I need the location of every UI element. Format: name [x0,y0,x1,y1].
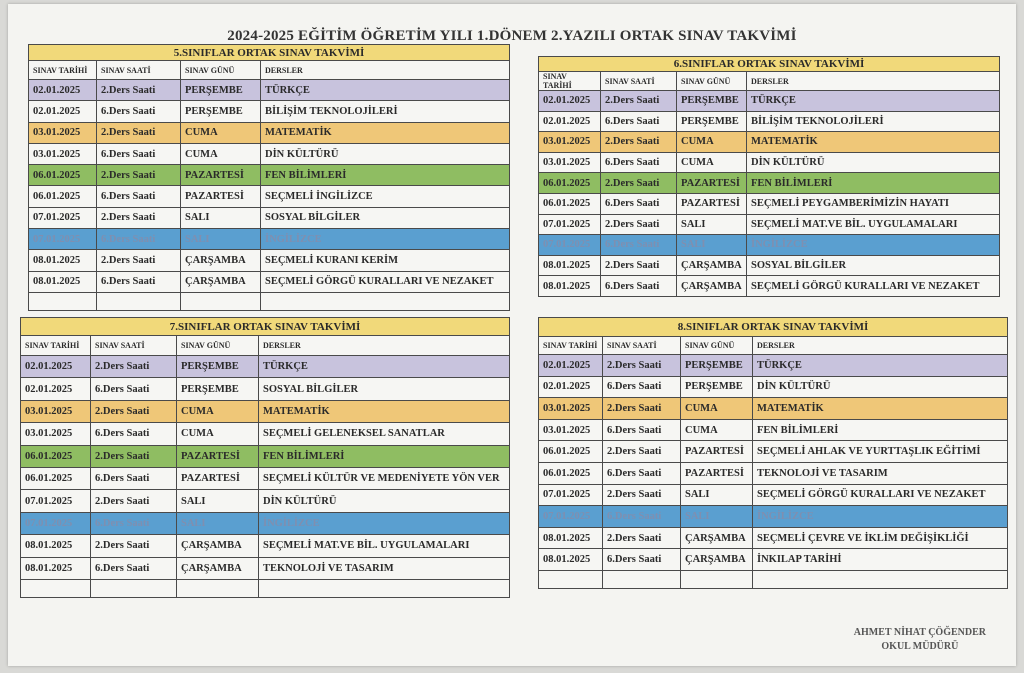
column-header-row [21,336,510,356]
date-cell: 06.01.2025 [539,193,601,214]
table-row [539,91,1000,112]
date-cell: 07.01.2025 [539,506,603,528]
subject-cell: BİLİŞİM TEKNOLOJİLERİ [261,101,510,122]
subject-cell: FEN BİLİMLERİ [261,165,510,186]
date-cell: 03.01.2025 [539,419,603,441]
table-grade-7 [20,317,510,598]
date-cell: 02.01.2025 [21,356,91,378]
table-title-row [539,318,1008,337]
day-cell: ÇARŞAMBA [681,549,753,571]
table-row [29,207,510,228]
day-cell: ÇARŞAMBA [181,250,261,271]
date-cell: 06.01.2025 [29,186,97,207]
date-cell: 07.01.2025 [539,235,601,256]
day-cell: SALI [177,490,259,512]
table-row [29,143,510,164]
signature-block [854,626,986,654]
subject-column-header: DERSLER [747,72,1000,91]
time-cell: 2.Ders Saati [603,398,681,420]
empty-row [21,579,510,597]
empty-row [539,570,1008,588]
date-cell: 07.01.2025 [539,484,603,506]
subject-column-header: DERSLER [753,337,1008,355]
date-column-header: SINAV TARİHİ [29,61,97,80]
time-cell: 6.Ders Saati [601,235,677,256]
time-cell: 2.Ders Saati [603,527,681,549]
time-cell: 2.Ders Saati [601,255,677,276]
time-cell: 2.Ders Saati [91,490,177,512]
day-cell: SALI [181,207,261,228]
day-cell: PAZARTESİ [177,467,259,489]
subject-cell: SEÇMELİ ÇEVRE VE İKLİM DEĞİŞİKLİĞİ [753,527,1008,549]
date-cell: 03.01.2025 [21,423,91,445]
subject-cell: FEN BİLİMLERİ [747,173,1000,194]
time-cell: 2.Ders Saati [97,80,181,101]
time-cell: 2.Ders Saati [91,400,177,422]
principal-name: AHMET NİHAT ÇÖĞENDER [853,627,986,638]
subject-cell: DİN KÜLTÜRÜ [747,152,1000,173]
day-cell: SALI [177,512,259,534]
table-row [21,535,510,557]
table-row [539,355,1008,377]
time-column-header: SINAV SAATİ [603,337,681,355]
table-row [539,398,1008,420]
table-row [21,490,510,512]
table-row [29,122,510,143]
date-cell: 06.01.2025 [21,445,91,467]
table-row [21,557,510,579]
date-cell: 06.01.2025 [21,467,91,489]
date-cell: 02.01.2025 [539,91,601,112]
day-cell: SALI [181,229,261,250]
date-cell: 02.01.2025 [539,355,603,377]
time-column-header: SINAV SAATİ [97,61,181,80]
date-cell: 03.01.2025 [29,143,97,164]
day-cell: PAZARTESİ [677,193,747,214]
date-cell: 06.01.2025 [539,173,601,194]
table-row [539,132,1000,153]
table-row [539,214,1000,235]
day-cell: PAZARTESİ [681,441,753,463]
table-row [539,235,1000,256]
table-title-row [21,318,510,336]
subject-cell: SEÇMELİ PEYGAMBERİMİZİN HAYATI [747,193,1000,214]
empty-cell [21,579,91,597]
time-cell: 2.Ders Saati [91,535,177,557]
day-cell: SALI [681,506,753,528]
day-cell: CUMA [681,398,753,420]
day-cell: PAZARTESİ [181,186,261,207]
day-cell: ÇARŞAMBA [681,527,753,549]
date-cell: 08.01.2025 [539,527,603,549]
subject-cell: MATEMATİK [753,398,1008,420]
date-cell: 06.01.2025 [29,165,97,186]
subject-cell: SOSYAL BİLGİLER [259,378,510,400]
day-cell: ÇARŞAMBA [677,276,747,297]
day-cell: CUMA [181,143,261,164]
table-row [539,419,1008,441]
table-title-row [539,57,1000,72]
subject-cell: İNGİLİZCE [261,229,510,250]
table-row [29,186,510,207]
time-cell: 2.Ders Saati [97,207,181,228]
day-cell: PERŞEMBE [181,80,261,101]
time-cell: 6.Ders Saati [603,376,681,398]
date-cell: 08.01.2025 [21,557,91,579]
table-row [539,527,1008,549]
day-cell: PERŞEMBE [181,101,261,122]
day-cell: ÇARŞAMBA [177,535,259,557]
table-row [539,255,1000,276]
day-cell: CUMA [677,152,747,173]
date-cell: 07.01.2025 [21,512,91,534]
subject-cell: FEN BİLİMLERİ [753,419,1008,441]
time-cell: 6.Ders Saati [97,143,181,164]
table-row [539,462,1008,484]
subject-cell: İNGİLİZCE [753,506,1008,528]
subject-cell: SOSYAL BİLGİLER [747,255,1000,276]
time-cell: 6.Ders Saati [91,467,177,489]
day-cell: CUMA [177,423,259,445]
day-cell: PAZARTESİ [177,445,259,467]
subject-cell: MATEMATİK [259,400,510,422]
subject-cell: SEÇMELİ AHLAK VE YURTTAŞLIK EĞİTİMİ [753,441,1008,463]
subject-cell: SEÇMELİ GÖRGÜ KURALLARI VE NEZAKET [747,276,1000,297]
table-row [21,400,510,422]
date-cell: 06.01.2025 [539,462,603,484]
table-row [21,423,510,445]
table-row [29,80,510,101]
time-column-header: SINAV SAATİ [601,72,677,91]
time-cell: 6.Ders Saati [603,462,681,484]
table-row [539,276,1000,297]
date-cell: 08.01.2025 [29,250,97,271]
empty-cell [91,579,177,597]
empty-cell [181,292,261,310]
day-column-header: SINAV GÜNÜ [177,336,259,356]
date-cell: 02.01.2025 [29,101,97,122]
subject-cell: DİN KÜLTÜRÜ [259,490,510,512]
date-cell: 08.01.2025 [21,535,91,557]
date-cell: 08.01.2025 [539,276,601,297]
table-row [539,173,1000,194]
day-cell: ÇARŞAMBA [177,557,259,579]
day-cell: PERŞEMBE [681,376,753,398]
table-row [21,445,510,467]
date-cell: 02.01.2025 [29,80,97,101]
table-row [29,165,510,186]
subject-cell: TÜRKÇE [261,80,510,101]
table-row [539,193,1000,214]
table-grade-6 [538,56,1000,297]
subject-cell: DİN KÜLTÜRÜ [753,376,1008,398]
day-cell: PERŞEMBE [177,356,259,378]
date-cell: 02.01.2025 [539,376,603,398]
subject-cell: MATEMATİK [747,132,1000,153]
time-cell: 2.Ders Saati [601,173,677,194]
date-column-header: SINAV TARİHİ [539,337,603,355]
day-cell: SALI [677,214,747,235]
time-cell: 6.Ders Saati [603,549,681,571]
date-column-header: SINAV TARİHİ [539,72,601,91]
time-cell: 6.Ders Saati [601,111,677,132]
day-cell: PAZARTESİ [677,173,747,194]
table-row [29,101,510,122]
subject-column-header: DERSLER [259,336,510,356]
date-cell: 06.01.2025 [539,441,603,463]
subject-cell: DİN KÜLTÜRÜ [261,143,510,164]
date-cell: 08.01.2025 [29,271,97,292]
subject-cell: İNGİLİZCE [259,512,510,534]
table-title: 5.SINIFLAR ORTAK SINAV TAKVİMİ [29,45,510,61]
time-cell: 2.Ders Saati [91,445,177,467]
date-cell: 07.01.2025 [29,229,97,250]
time-cell: 6.Ders Saati [603,419,681,441]
subject-column-header: DERSLER [261,61,510,80]
day-cell: CUMA [677,132,747,153]
day-cell: PERŞEMBE [681,355,753,377]
column-header-row [539,337,1008,355]
date-cell: 03.01.2025 [539,132,601,153]
empty-cell [539,570,603,588]
empty-cell [603,570,681,588]
time-cell: 2.Ders Saati [97,122,181,143]
time-cell: 2.Ders Saati [601,132,677,153]
date-cell: 07.01.2025 [29,207,97,228]
subject-cell: TEKNOLOJİ VE TASARIM [259,557,510,579]
table-row [539,549,1008,571]
day-cell: PAZARTESİ [681,462,753,484]
date-cell: 03.01.2025 [539,152,601,173]
date-cell: 03.01.2025 [21,400,91,422]
day-cell: PERŞEMBE [677,111,747,132]
table-row [21,512,510,534]
time-cell: 2.Ders Saati [603,484,681,506]
empty-cell [29,292,97,310]
table-title: 8.SINIFLAR ORTAK SINAV TAKVİMİ [539,318,1008,337]
principal-role: OKUL MÜDÜRÜ [881,641,959,652]
subject-cell: TÜRKÇE [259,356,510,378]
document-page [8,4,1016,666]
day-cell: ÇARŞAMBA [677,255,747,276]
empty-cell [753,570,1008,588]
time-cell: 2.Ders Saati [97,250,181,271]
subject-cell: MATEMATİK [261,122,510,143]
day-cell: PERŞEMBE [177,378,259,400]
table-row [29,271,510,292]
table-grade-8 [538,317,1008,589]
time-cell: 6.Ders Saati [601,152,677,173]
day-cell: SALI [677,235,747,256]
subject-cell: SEÇMELİ GELENEKSEL SANATLAR [259,423,510,445]
time-cell: 2.Ders Saati [603,441,681,463]
column-header-row [539,72,1000,91]
table-row [21,378,510,400]
empty-row [29,292,510,310]
day-cell: ÇARŞAMBA [181,271,261,292]
time-cell: 6.Ders Saati [603,506,681,528]
table-row [539,152,1000,173]
table-row [29,229,510,250]
time-cell: 2.Ders Saati [603,355,681,377]
page-title: 2024-2025 EĞİTİM ÖĞRETİM YILI 1.DÖNEM 2.YAZILI ORTAK SINAV TAKVİMİ [227,28,797,44]
time-cell: 6.Ders Saati [601,276,677,297]
time-cell: 2.Ders Saati [91,356,177,378]
day-cell: SALI [681,484,753,506]
day-cell: CUMA [181,122,261,143]
date-cell: 02.01.2025 [21,378,91,400]
date-cell: 08.01.2025 [539,549,603,571]
day-cell: CUMA [681,419,753,441]
table-row [21,467,510,489]
subject-cell: SEÇMELİ GÖRGÜ KURALLARI VE NEZAKET [753,484,1008,506]
table-title-row [29,45,510,61]
empty-cell [177,579,259,597]
time-cell: 2.Ders Saati [601,214,677,235]
empty-cell [261,292,510,310]
day-cell: PERŞEMBE [677,91,747,112]
time-cell: 2.Ders Saati [601,91,677,112]
table-grade-5 [28,44,510,311]
day-column-header: SINAV GÜNÜ [181,61,261,80]
subject-cell: SEÇMELİ MAT.VE BİL. UYGULAMALARI [259,535,510,557]
time-cell: 6.Ders Saati [97,186,181,207]
time-cell: 6.Ders Saati [91,378,177,400]
time-cell: 6.Ders Saati [91,423,177,445]
subject-cell: FEN BİLİMLERİ [259,445,510,467]
subject-cell: TÜRKÇE [753,355,1008,377]
table-title: 6.SINIFLAR ORTAK SINAV TAKVİMİ [539,57,1000,72]
day-column-header: SINAV GÜNÜ [677,72,747,91]
empty-cell [97,292,181,310]
table-row [539,376,1008,398]
date-cell: 07.01.2025 [539,214,601,235]
date-cell: 02.01.2025 [539,111,601,132]
time-cell: 6.Ders Saati [97,229,181,250]
day-cell: CUMA [177,400,259,422]
date-cell: 07.01.2025 [21,490,91,512]
subject-cell: İNKILAP TARİHİ [753,549,1008,571]
empty-cell [681,570,753,588]
subject-cell: SEÇMELİ MAT.VE BİL. UYGULAMALARI [747,214,1000,235]
subject-cell: SEÇMELİ İNGİLİZCE [261,186,510,207]
table-row [539,441,1008,463]
subject-cell: TÜRKÇE [747,91,1000,112]
date-cell: 03.01.2025 [539,398,603,420]
table-row [21,356,510,378]
subject-cell: BİLİŞİM TEKNOLOJİLERİ [747,111,1000,132]
table-title: 7.SINIFLAR ORTAK SINAV TAKVİMİ [21,318,510,336]
empty-cell [259,579,510,597]
time-cell: 6.Ders Saati [91,512,177,534]
time-column-header: SINAV SAATİ [91,336,177,356]
date-cell: 08.01.2025 [539,255,601,276]
time-cell: 6.Ders Saati [91,557,177,579]
subject-cell: SEÇMELİ KÜLTÜR VE MEDENİYETE YÖN VER [259,467,510,489]
table-row [539,506,1008,528]
column-header-row [29,61,510,80]
subject-cell: SEÇMELİ GÖRGÜ KURALLARI VE NEZAKET [261,271,510,292]
table-row [29,250,510,271]
time-cell: 6.Ders Saati [97,271,181,292]
time-cell: 6.Ders Saati [97,101,181,122]
day-cell: PAZARTESİ [181,165,261,186]
subject-cell: İNGİLİZCE [747,235,1000,256]
date-cell: 03.01.2025 [29,122,97,143]
day-column-header: SINAV GÜNÜ [681,337,753,355]
subject-cell: SEÇMELİ KURANI KERİM [261,250,510,271]
subject-cell: TEKNOLOJİ VE TASARIM [753,462,1008,484]
date-column-header: SINAV TARİHİ [21,336,91,356]
time-cell: 2.Ders Saati [97,165,181,186]
time-cell: 6.Ders Saati [601,193,677,214]
subject-cell: SOSYAL BİLGİLER [261,207,510,228]
table-row [539,111,1000,132]
table-row [539,484,1008,506]
